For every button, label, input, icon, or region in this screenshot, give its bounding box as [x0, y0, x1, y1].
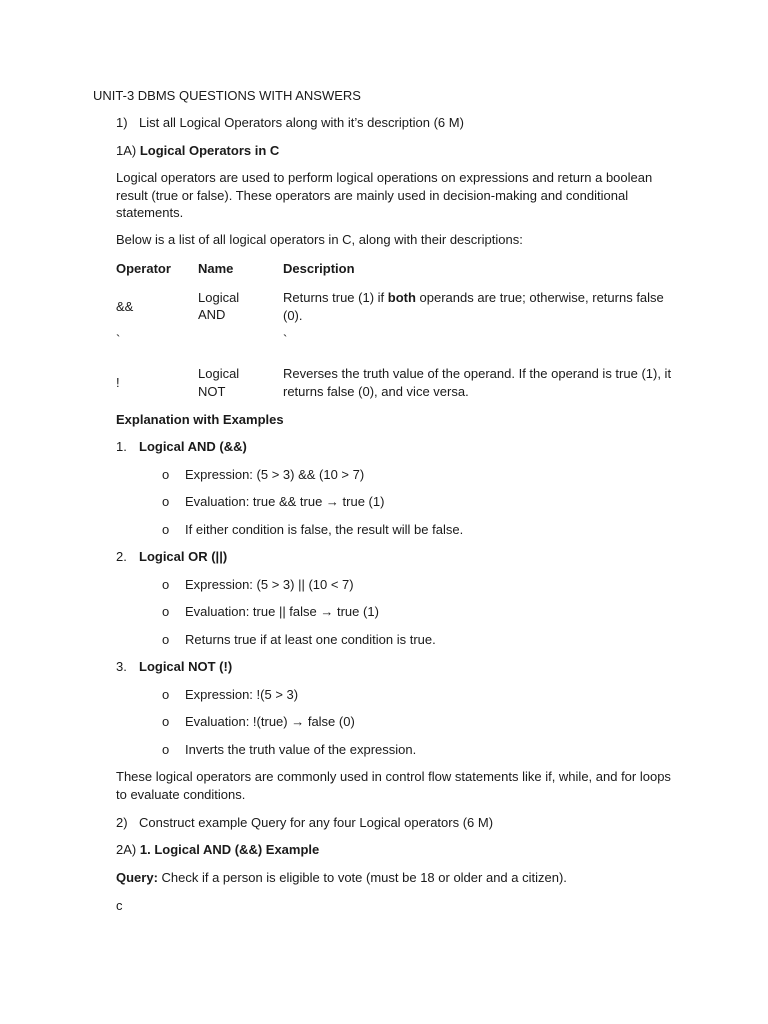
table-row-1-description: Returns true (1) if both operands are true; otherwise, returns false (0). — [283, 290, 664, 323]
table-header-operator: Operator — [116, 261, 171, 276]
answer-2-title: 1. Logical AND (&&) Example — [139, 842, 320, 857]
answer-1-label: 1A) — [116, 143, 137, 158]
bullet-marker: o — [162, 604, 170, 619]
table-header-description: Description — [283, 261, 355, 276]
table-header-name: Name — [198, 261, 234, 276]
table-row-3-description: Reverses the truth value of the operand. If the operand is true (1), it returns false (0), and vice versa. — [283, 366, 672, 399]
table-row-3-name-line2: NOT — [198, 384, 226, 399]
question-1-number: 1) — [116, 115, 128, 130]
table-row-3-operator: ! — [116, 375, 120, 390]
example-2-number: 2. — [116, 549, 127, 564]
closing-paragraph: These logical operators are commonly used in control flow statements like if, while, and for loops to evaluate conditions. — [116, 769, 671, 802]
example-3-number: 3. — [116, 659, 127, 674]
bullet-marker: o — [162, 577, 170, 592]
example-2-bullet-2: Evaluation: true || false → true (1) — [185, 604, 379, 619]
table-row-3-name-line1: Logical — [198, 366, 240, 381]
example-2-bullet-3: Returns true if at least one condition is true. — [185, 632, 436, 647]
example-1-bullet-2: Evaluation: true && true → true (1) — [185, 494, 385, 509]
question-2-number: 2) — [116, 815, 128, 830]
bullet-marker: o — [162, 687, 170, 702]
answer-1-heading — [116, 142, 279, 160]
doc-title: UNIT-3 DBMS QUESTIONS WITH ANSWERS — [93, 88, 361, 103]
table-row-1-name-line1: Logical — [198, 290, 240, 305]
example-1-bullet-1: Expression: (5 > 3) && (10 > 7) — [185, 467, 365, 482]
question-1-text: List all Logical Operators along with it’s description (6 M) — [139, 115, 464, 130]
bullet-marker: o — [162, 742, 170, 757]
example-2-bullet-1: Expression: (5 > 3) || (10 < 7) — [185, 577, 354, 592]
example-3-bullet-3: Inverts the truth value of the expression. — [185, 742, 417, 757]
bullet-marker: o — [162, 494, 170, 509]
answer-2-heading — [116, 841, 319, 859]
query-line — [116, 869, 567, 887]
example-2-title: Logical OR (||) — [139, 549, 228, 564]
example-3-title: Logical NOT (!) — [139, 659, 233, 674]
example-3-bullet-1: Expression: !(5 > 3) — [185, 687, 299, 702]
bullet-marker: o — [162, 467, 170, 482]
answer-1-title: Logical Operators in C — [139, 143, 280, 158]
operator-list-intro: Below is a list of all logical operators in C, along with their descriptions: — [116, 232, 523, 247]
table-row-1-operator: && — [116, 299, 134, 314]
table-row-2-description: ` — [283, 332, 288, 347]
example-1-bullet-3: If either condition is false, the result will be false. — [185, 522, 464, 537]
query-text: Check if a person is eligible to vote (must be 18 or older and a citizen). — [157, 870, 567, 885]
answer-1-intro: Logical operators are used to perform logical operations on expressions and return a boolean result (true or false). These operators are mainly used in decision-making and conditional statements. — [116, 170, 653, 220]
explanation-heading: Explanation with Examples — [116, 412, 284, 427]
answer-2-label: 2A) — [116, 842, 137, 857]
code-language-label: c — [116, 898, 123, 913]
table-row-2-operator: ` — [116, 332, 121, 347]
example-3-bullet-2: Evaluation: !(true) → false (0) — [185, 714, 355, 729]
example-1-number: 1. — [116, 439, 127, 454]
bullet-marker: o — [162, 714, 170, 729]
table-row-1-name-line2: AND — [198, 307, 226, 322]
question-2-text: Construct example Query for any four Logical operators (6 M) — [139, 815, 494, 830]
bullet-marker: o — [162, 522, 170, 537]
example-1-title: Logical AND (&&) — [139, 439, 247, 454]
query-label: Query: — [116, 870, 158, 885]
bullet-marker: o — [162, 632, 170, 647]
